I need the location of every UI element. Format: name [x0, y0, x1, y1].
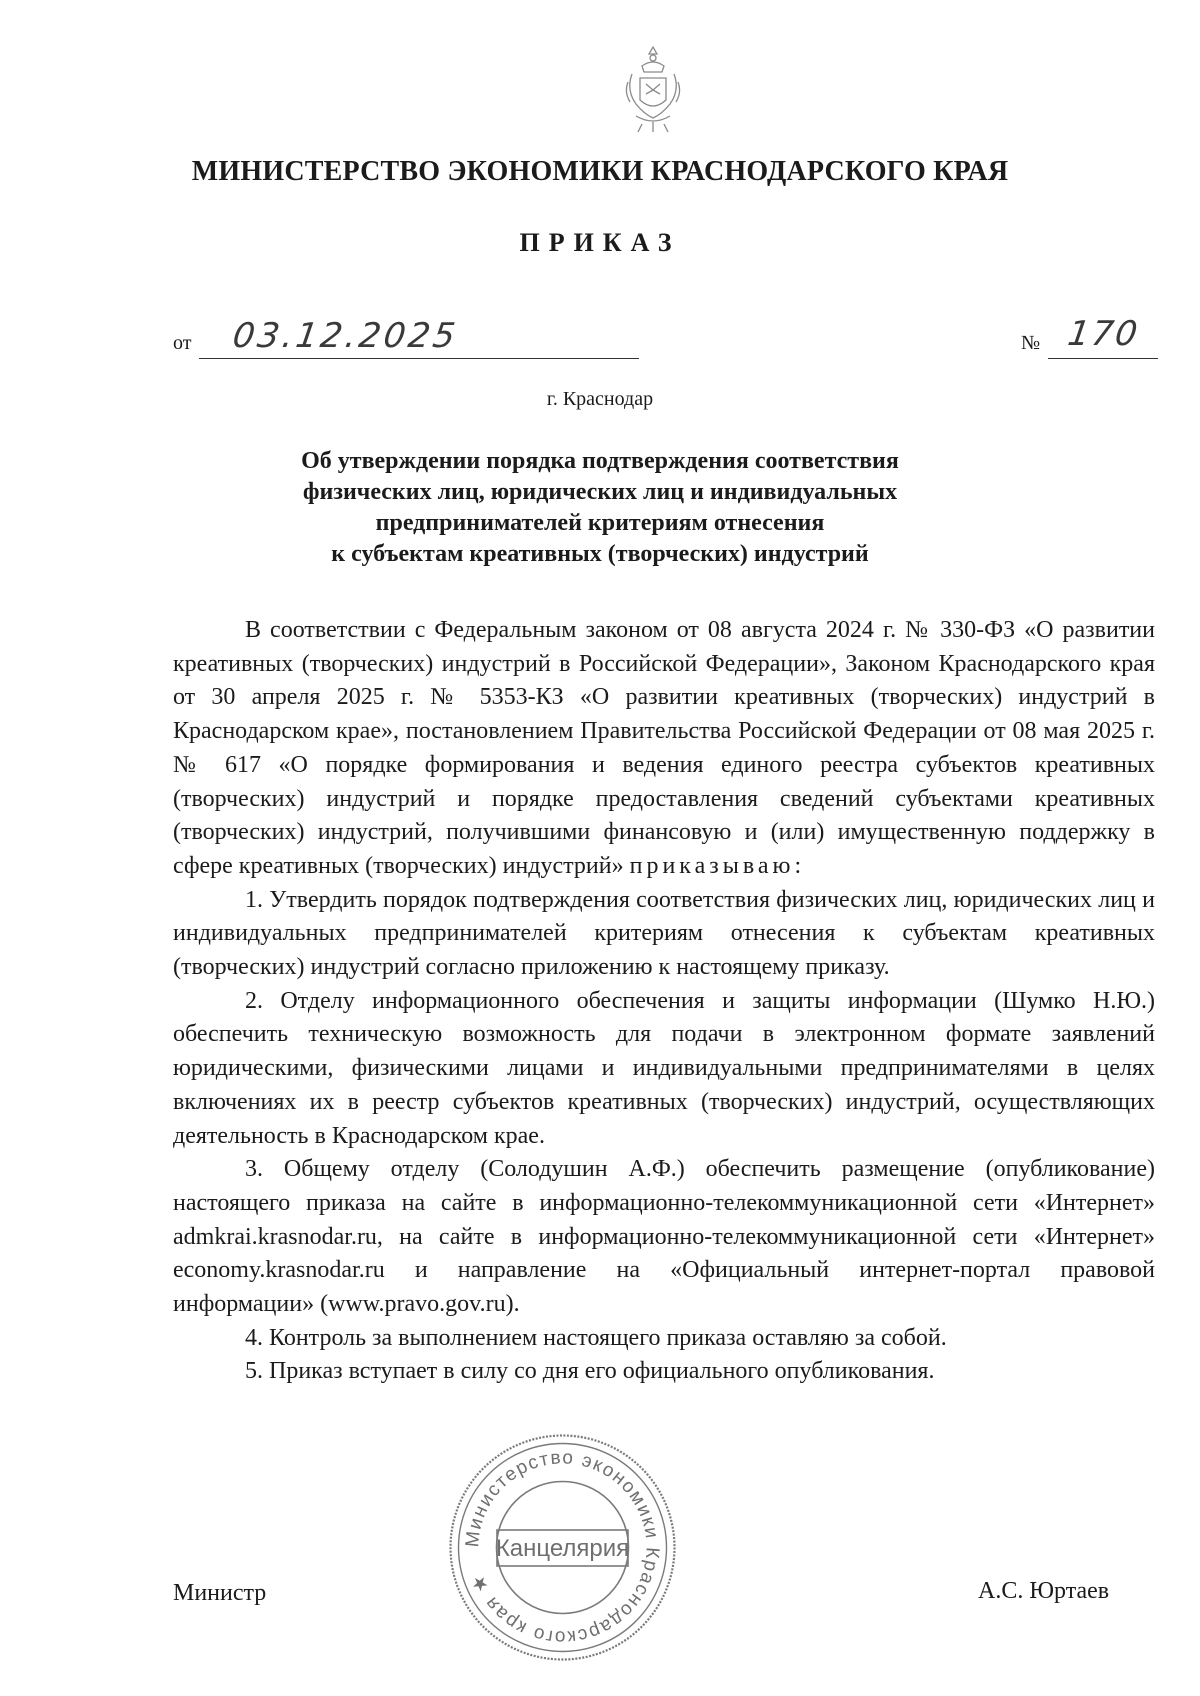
document-subject — [200, 446, 1000, 570]
subject-line: к субъектам креативных (творческих) индустрий — [331, 541, 869, 567]
signatory-title: Министр — [173, 1580, 267, 1606]
date-label: от — [173, 332, 192, 354]
preamble-text: В соответствии с Федеральным законом от 08 августа 2024 г. № 330-ФЗ «О развитии креативных (творческих) индустрий в Российской Федерации», Законом Краснодарского края от 30 апреля 2025 г. № 5353-КЗ «О развитии креативных (творческих) индустрий в Краснодарском крае», постановлением Правительства Российской Федерации от 08 мая 2025 г. № 617 «О порядке формирования и ведения единого реестра субъектов креативных (творческих) индустрий и порядке предоставления сведений субъектами креативных (творческих) индустрий, получившими финансовую и (или) имущественную поддержку в сфере креативных (творческих) индустрий» — [173, 617, 1155, 879]
subject-line: Об утверждении порядка подтверждения соответствия — [301, 448, 899, 474]
order-item: 1. Утвердить порядок подтверждения соответствия физических лиц, юридических лиц и индивидуальных предпринимателей критериям отнесения к субъектам креативных (творческих) индустрий согласно приложению к настоящему приказу. — [173, 886, 1155, 981]
subject-line: физических лиц, юридических лиц и индивидуальных — [302, 479, 898, 505]
signatory-name: А.С. Юртаев — [978, 1578, 1110, 1604]
document-body — [173, 614, 1155, 1389]
order-item: 3. Общему отделу (Солодушин А.Ф.) обеспечить размещение (опубликование) настоящего приказа на сайте в информационно-телекоммуникационной сети «Интернет» admkrai.krasnodar.ru, на сайте в информационно-телекоммуникационной сети «Интернет» economy.krasnodar.ru и направление на «Официальный интернет-портал правовой информации» (www.pravo.gov.ru). — [173, 1156, 1155, 1318]
ministry-name: МИНИСТЕРСТВО ЭКОНОМИКИ КРАСНОДАРСКОГО КРАЯ — [191, 156, 1009, 187]
order-item: 5. Приказ вступает в силу со дня его официального опубликования. — [245, 1358, 935, 1385]
handwritten-number: 170 — [1065, 314, 1142, 354]
order-item: 2. Отделу информационного обеспечения и защиты информации (Шумко Н.Ю.) обеспечить техническую возможность для подачи в электронном формате заявлений юридическими, физическими лицами и индивидуальными предпринимателями в целях включениях их в реестр субъектов креативных (творческих) индустрий, осуществляющих деятельность в Краснодарском крае. — [173, 987, 1155, 1149]
city: г. Краснодар — [546, 388, 654, 410]
preamble-paragraph — [173, 614, 1155, 884]
stamp-ring-text: Министерство экономики Краснодарского края ★ — [462, 1447, 663, 1648]
date-underline — [199, 358, 639, 359]
number-underline — [1048, 358, 1158, 359]
office-stamp — [445, 1430, 680, 1665]
document-type-title: ПРИКАЗ — [519, 228, 681, 257]
subject-line: предпринимателей критериям отнесения — [375, 510, 825, 536]
order-item: 4. Контроль за выполнением настоящего приказа оставляю за собой. — [245, 1324, 947, 1351]
order-word: приказываю: — [629, 852, 806, 879]
number-label: № — [1021, 332, 1041, 354]
coat-of-arms-emblem — [622, 44, 684, 136]
stamp-center-text: Канцелярия — [495, 1535, 630, 1562]
date-number-row — [173, 312, 1173, 360]
handwritten-date: 03.12.2025 — [230, 316, 461, 356]
